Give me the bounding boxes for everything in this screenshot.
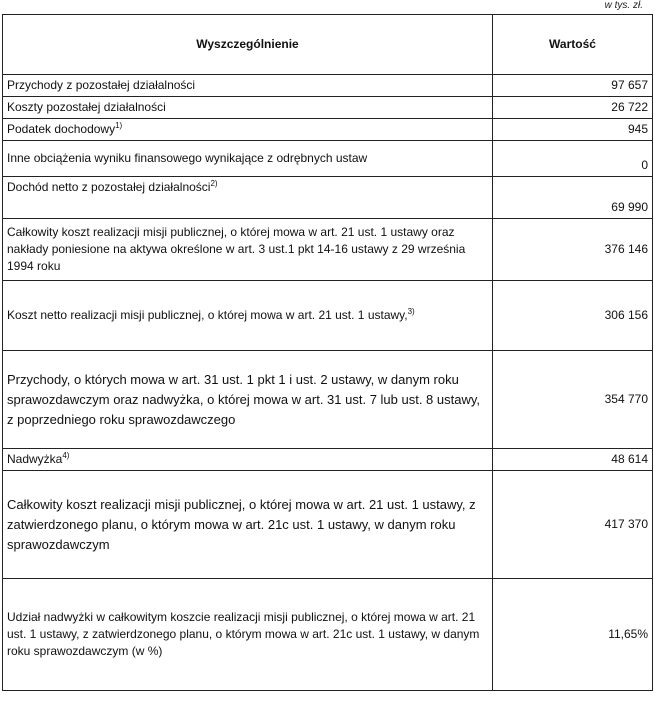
footnote-marker: 2): [210, 179, 218, 188]
row-label: Całkowity koszt realizacji misji publicznej, o której mowa w art. 21 ust. 1 ustawy, z zatwierdzonego planu, o którym mowa w art. 21c ust. 1 ustawy, w danym roku sprawozdawczym: [3, 471, 493, 579]
row-label: Nadwyżka$^{4)}$: [3, 449, 493, 471]
row-value: 354 770: [493, 351, 653, 449]
row-value: 417 370: [493, 471, 653, 579]
footnote-marker: 1): [115, 121, 123, 130]
table-row: [3, 579, 653, 691]
row-label: Przychody z pozostałej działalności: [3, 75, 493, 97]
row-label: Całkowity koszt realizacji misji publicznej, o której mowa w art. 21 ust. 1 ustawy oraz nakłady poniesione na aktywa określone w art. 3 ust.1 pkt 14-16 ustawy z 29 września 1994 roku: [3, 219, 493, 281]
table-row: [3, 141, 653, 177]
table-header-row: [3, 15, 653, 75]
row-label: Koszt netto realizacji misji publicznej, o której mowa w art. 21 ust. 1 ustawy,$^{3)}$: [3, 281, 493, 351]
financial-table: [2, 14, 653, 691]
row-value: 11,65%: [493, 579, 653, 691]
row-label: Podatek dochodowy$^{1)}$: [3, 119, 493, 141]
row-label: Przychody, o których mowa w art. 31 ust. 1 pkt 1 i ust. 2 ustawy, w danym roku sprawozdawczym oraz nadwyżka, o której mowa w art. 31 ust. 7 lub ust. 8 ustawy, z poprzedniego roku sprawozdawczego: [3, 351, 493, 449]
row-value: 97 657: [493, 75, 653, 97]
unit-label: w tys. zł.: [604, 0, 643, 11]
table-row: [3, 281, 653, 351]
row-value: 306 156: [493, 281, 653, 351]
table-row: [3, 351, 653, 449]
table-row: [3, 119, 653, 141]
table-row: [3, 471, 653, 579]
row-value: 26 722: [493, 97, 653, 119]
row-value: 0: [493, 141, 653, 177]
row-value: 69 990: [493, 177, 653, 219]
footnote-marker: 4): [62, 451, 70, 460]
row-value: 48 614: [493, 449, 653, 471]
table-row: [3, 97, 653, 119]
header-description: Wyszczególnienie: [3, 15, 493, 75]
row-label: Koszty pozostałej działalności: [3, 97, 493, 119]
header-value: Wartość: [493, 15, 653, 75]
table-row: [3, 449, 653, 471]
row-value: 945: [493, 119, 653, 141]
table-row: [3, 219, 653, 281]
footnote-marker: 3): [407, 307, 415, 316]
table-row: [3, 75, 653, 97]
table-row: [3, 177, 653, 219]
row-label: Dochód netto z pozostałej działalności$^{2)}$: [3, 177, 493, 219]
row-label: Udział nadwyżki w całkowitym koszcie realizacji misji publicznej, o której mowa w art. 21 ust. 1 ustawy, z zatwierdzonego planu, o którym mowa w art. 21c ust. 1 ustawy, w danym roku sprawozdawczym (w %): [3, 579, 493, 691]
row-label: Inne obciążenia wyniku finansowego wynikające z odrębnych ustaw: [3, 141, 493, 177]
row-value: 376 146: [493, 219, 653, 281]
